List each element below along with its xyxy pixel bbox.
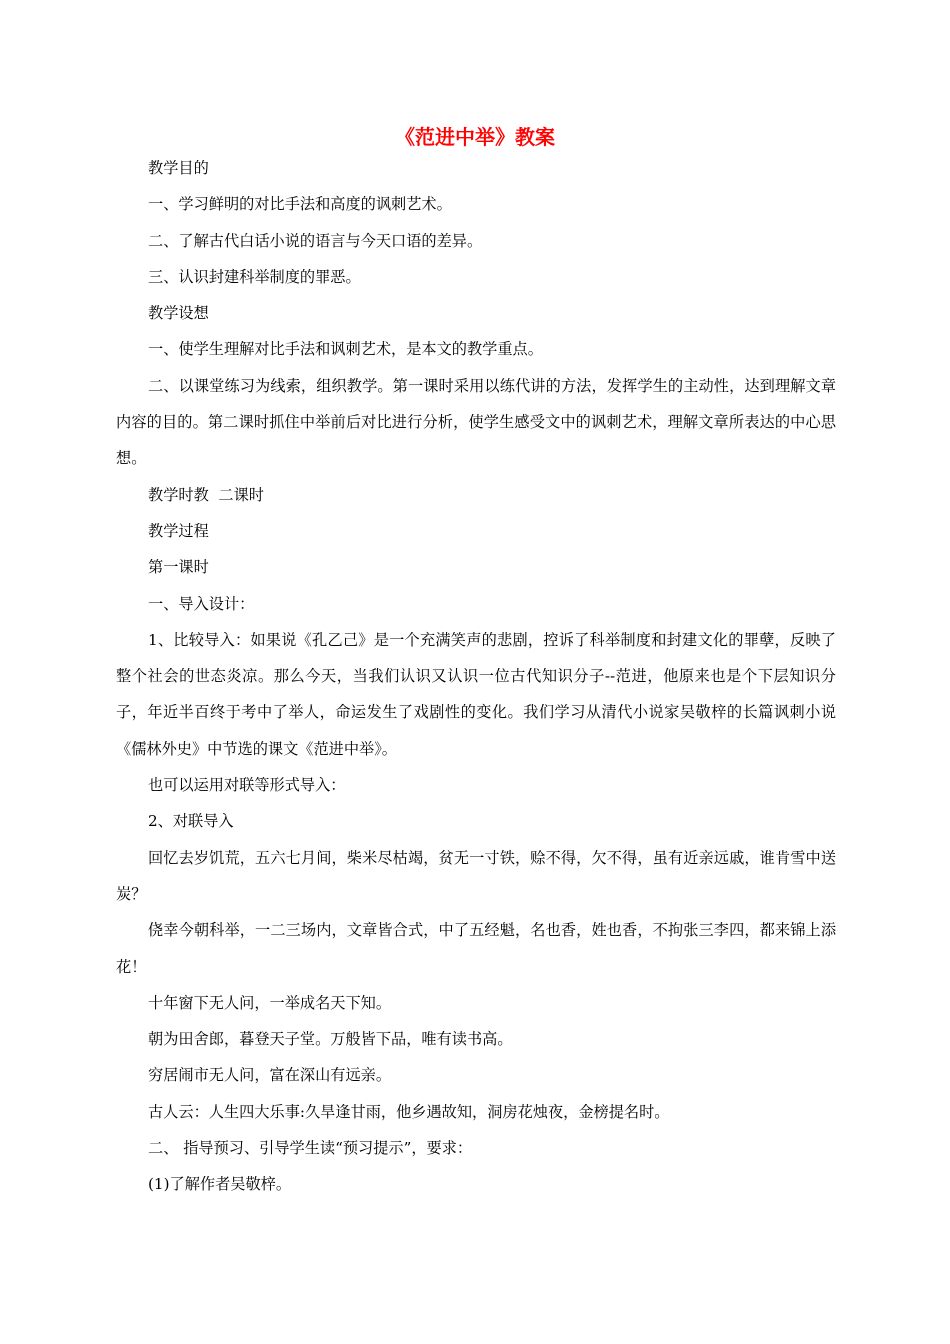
paragraph: 二、 指导预习、引导学生读“预习提示”，要求： (148, 1139, 473, 1158)
paragraph: (1)了解作者吴敬梓。 (148, 1175, 292, 1194)
paragraph: 二、以课堂练习为线索，组织教学。第一课时采用以练代讲的方法，发挥学生的主动性，达到理解文章内容的目的。第二课时抓住中举前后对比进行分析，使学生感受文中的讽刺艺术，理解文章所表达的中心思想。 (116, 376, 836, 468)
paragraph: 教学过程 (148, 521, 209, 540)
paragraph: 古人云：人生四大乐事:久旱逢甘雨，他乡遇故知，洞房花烛夜，金榜提名时。 (148, 1102, 670, 1121)
document-title: 《范进中举》教案 (395, 125, 555, 149)
paragraph: 也可以运用对联等形式导入： (148, 776, 346, 795)
paragraph: 教学时教 二课时 (148, 485, 264, 504)
paragraph: 1、比较导入：如果说《孔乙己》是一个充满笑声的悲剧，控诉了科举制度和封建文化的罪孽，反映了整个社会的世态炎凉。那么今天，当我们认识又认识一位古代知识分子--范进，他原来也是个下层知识分子，年近半百终于考中了举人，命运发生了戏剧性的变化。我们学习从清代小说家吴敬梓的长篇讽刺小说《儒林外史》中节选的课文《范进中举》。 (116, 630, 836, 758)
paragraph: 回忆去岁饥荒，五六七月间，柴米尽枯竭，贫无一寸铁，赊不得，欠不得，虽有近亲远戚，谁肯雪中送炭？ (116, 848, 836, 903)
paragraph: 二、了解古代白话小说的语言与今天口语的差异。 (148, 231, 483, 250)
paragraph: 2、对联导入 (148, 812, 234, 831)
paragraph: 一、学习鲜明的对比手法和高度的讽刺艺术。 (148, 195, 452, 214)
paragraph: 一、导入设计： (148, 594, 255, 613)
paragraph: 三、认识封建科举制度的罪恶。 (148, 267, 361, 286)
paragraph: 一、使学生理解对比手法和讽刺艺术，是本文的教学重点。 (148, 340, 543, 359)
paragraph: 十年窗下无人问，一举成名天下知。 (148, 993, 391, 1012)
paragraph: 侥幸今朝科举，一二三场内，文章皆合式，中了五经魁，名也香，姓也香，不拘张三李四，都来锦上添花！ (116, 921, 836, 976)
paragraph: 穷居闹市无人问，富在深山有远亲。 (148, 1066, 391, 1085)
paragraph: 教学目的 (148, 159, 209, 177)
paragraph: 第一课时 (148, 558, 209, 577)
paragraph: 教学设想 (148, 304, 209, 323)
document-body (116, 150, 836, 1203)
paragraph: 朝为田舍郎，暮登天子堂。万般皆下品，唯有读书高。 (148, 1030, 513, 1049)
